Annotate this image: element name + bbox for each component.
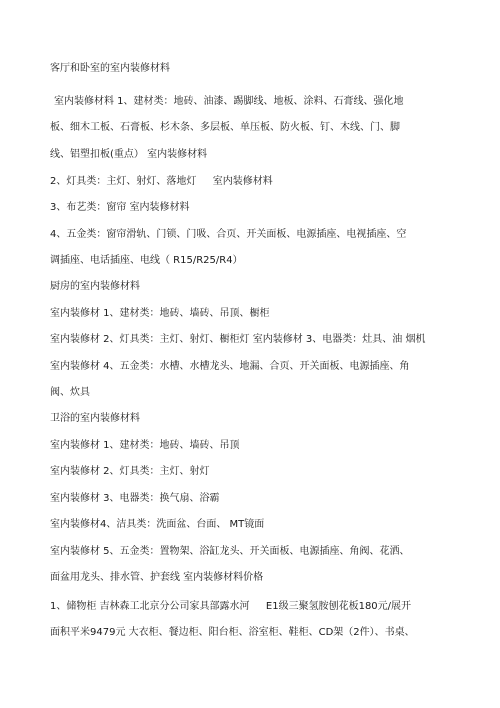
text-line-3: 线、铝塑扣板(重点） 室内装修材料 bbox=[50, 149, 208, 160]
text-line-15: 室内装修材 2、灯具类：主灯、射灯 bbox=[50, 466, 210, 477]
text-line-19: 面盆用龙头、排水管、护套线 室内装修材料价格 bbox=[50, 572, 264, 583]
text-line-10: 室内装修材 2、灯具类：主灯、射灯、橱柜灯 室内装修材 3、电器类：灶具、油 烟机 bbox=[50, 334, 426, 345]
text-line-20: 1、储物柜 吉林森工北京分公司家具部露水河 E1级三聚氢胺刨花板180元/展开 bbox=[50, 601, 412, 612]
text-line-14: 室内装修材 1、建材类：地砖、墙砖、吊顶 bbox=[50, 440, 240, 451]
text-line-16: 室内装修材 3、电器类：换气扇、浴霸 bbox=[50, 493, 220, 504]
text-line-1: 室内装修材料 1、建材类：地砖、油漆、踢脚线、地板、涂料、石膏线、强化地 bbox=[54, 96, 404, 107]
text-line-18: 室内装修材 5、五金类：置物架、浴缸龙头、开关面板、电源插座、角阀、花洒、 bbox=[50, 546, 410, 557]
section-heading-bathroom: 卫浴的室内装修材料 bbox=[50, 413, 140, 424]
section-heading-kitchen: 厨房的室内装修材料 bbox=[50, 281, 140, 292]
text-line-12: 阀、炊具 bbox=[50, 387, 90, 398]
text-line-6: 4、五金类：窗帘滑轨、门锁、门吸、合页、开关面板、电源插座、电视插座、空 bbox=[50, 229, 407, 240]
document-title: 客厅和卧室的室内装修材料 bbox=[50, 63, 170, 74]
text-line-17: 室内装修材4、洁具类：洗面盆、台面、 MT镜面 bbox=[50, 519, 265, 530]
text-line-4: 2、灯具类：主灯、射灯、落地灯 室内装修材料 bbox=[50, 176, 273, 187]
text-line-2: 板、细木工板、石膏板、杉木条、多层板、单压板、防火板、钉、木线、门、脚 bbox=[50, 122, 400, 133]
text-line-11: 室内装修材 4、五金类：水槽、水槽龙头、地漏、合页、开关面板、电源插座、角 bbox=[50, 361, 410, 372]
text-line-21: 面积平米9479元 大衣柜、餐边柜、阳台柜、浴室柜、鞋柜、CD架（2件）、书桌、 bbox=[50, 627, 415, 638]
text-line-7: 调插座、电话插座、电线（ R15/R25/R4） bbox=[50, 255, 243, 266]
text-line-9: 室内装修材 1、建材类：地砖、墙砖、吊顶、橱柜 bbox=[50, 308, 270, 319]
text-line-5: 3、布艺类：窗帘 室内装修材料 bbox=[50, 202, 190, 213]
